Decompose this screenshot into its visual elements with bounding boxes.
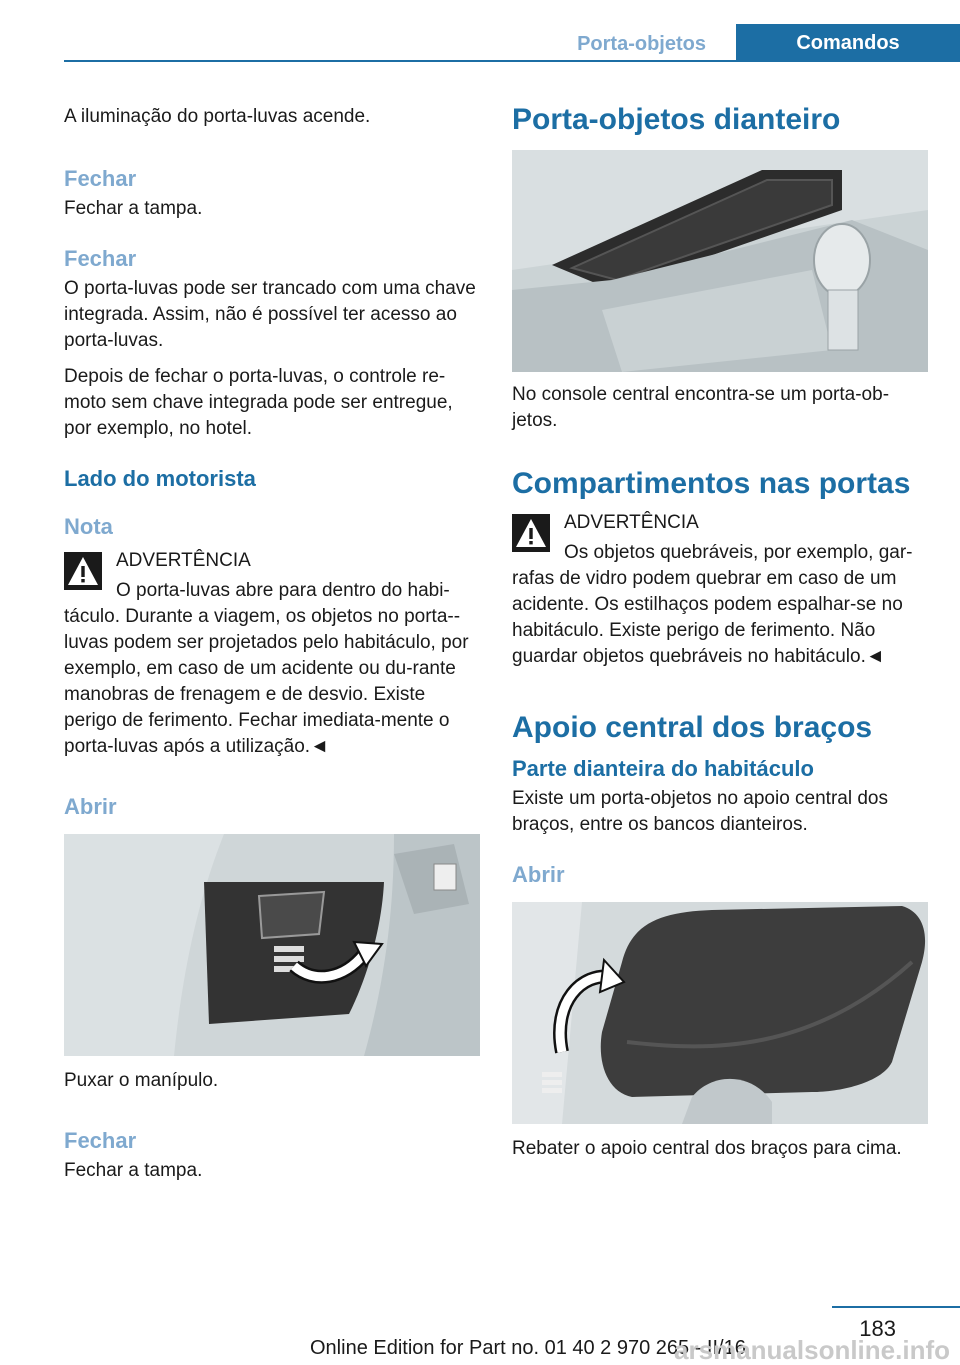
warning-triangle-icon bbox=[64, 552, 102, 590]
heading-porta-objetos-dianteiro: Porta-objetos dianteiro bbox=[512, 103, 841, 136]
right-column bbox=[512, 96, 928, 1162]
left-column bbox=[64, 96, 480, 1184]
page-number: 183 bbox=[859, 1316, 896, 1341]
heading-compartimentos-portas: Compartimentos nas portas bbox=[512, 467, 911, 500]
warning-text: rafas de vidro podem quebrar em caso de um acidente. Os estilhaços podem espalhar-se no habitáculo. Existe perigo de ferimento. Não guardar objetos quebráveis no habitáculo.◄ bbox=[512, 568, 903, 667]
paragraph-fechar-tampa: Fechar a tampa. bbox=[64, 198, 203, 219]
caption-rebater-apoio: Rebater o apoio central dos braços para cima. bbox=[512, 1138, 902, 1159]
watermark: arsmanualsonline.info bbox=[674, 1335, 950, 1365]
glovebox-handle-photo bbox=[64, 834, 480, 1056]
heading-abrir-2: Abrir bbox=[512, 862, 565, 887]
heading-parte-dianteira: Parte dianteira do habitáculo bbox=[512, 756, 814, 781]
heading-fechar-2: Fechar bbox=[64, 246, 137, 271]
edition-note: Online Edition for Part no. 01 40 2 970 265 - II/16 bbox=[310, 1337, 746, 1359]
caption-puxar-manipulo: Puxar o manípulo. bbox=[64, 1070, 219, 1091]
paragraph-trancar: O porta-luvas pode ser trancado com uma chave integrada. Assim, não é possível ter acesso ao porta-luvas. bbox=[64, 278, 476, 351]
warning-triangle-icon bbox=[512, 514, 550, 552]
paragraph-fechar-tampa-2: Fechar a tampa. bbox=[64, 1160, 203, 1181]
warning-text: táculo. Durante a viagem, os objetos no porta--luvas podem ser projetados pelo habitáculo, por exemplo, em caso de um acidente ou du-rante manobras de frenagem e de desvio. Existe perigo de ferimento. Fechar imediata-mente o porta-luvas após a utilização.◄ bbox=[64, 606, 469, 757]
header-rule bbox=[64, 60, 960, 62]
heading-fechar-3: Fechar bbox=[64, 1128, 137, 1153]
warning-box-porta-luvas bbox=[64, 548, 480, 760]
warning-box-portas bbox=[512, 510, 928, 670]
heading-apoio-central: Apoio central dos braços bbox=[512, 711, 873, 744]
heading-fechar: Fechar bbox=[64, 166, 137, 191]
armrest-photo bbox=[512, 902, 928, 1124]
footer-rule bbox=[832, 1306, 960, 1308]
center-console-tray-photo bbox=[512, 150, 928, 372]
heading-nota: Nota bbox=[64, 514, 113, 539]
header-tab-comandos[interactable]: Comandos bbox=[736, 24, 960, 62]
warning-title: ADVERTÊNCIA bbox=[116, 550, 251, 571]
caption-console-central: No console central encontra-se um porta-ob-jetos. bbox=[512, 384, 890, 431]
paragraph-iluminacao: A iluminação do porta-luvas acende. bbox=[64, 106, 371, 127]
warning-title: ADVERTÊNCIA bbox=[564, 512, 699, 533]
paragraph-parte-dianteira: Existe um porta-objetos no apoio central dos braços, entre os bancos dianteiros. bbox=[512, 788, 888, 835]
warning-text-first-line: O porta-luvas abre para dentro do habi- bbox=[116, 580, 450, 601]
heading-abrir: Abrir bbox=[64, 794, 117, 819]
paragraph-controle-remoto: Depois de fechar o porta-luvas, o controle re-moto sem chave integrada pode ser entregue, por exemplo, no hotel. bbox=[64, 366, 453, 439]
header-section-title: Porta-objetos bbox=[577, 33, 706, 55]
heading-lado-motorista: Lado do motorista bbox=[64, 466, 256, 491]
warning-text-first-line: Os objetos quebráveis, por exemplo, gar- bbox=[564, 542, 913, 563]
